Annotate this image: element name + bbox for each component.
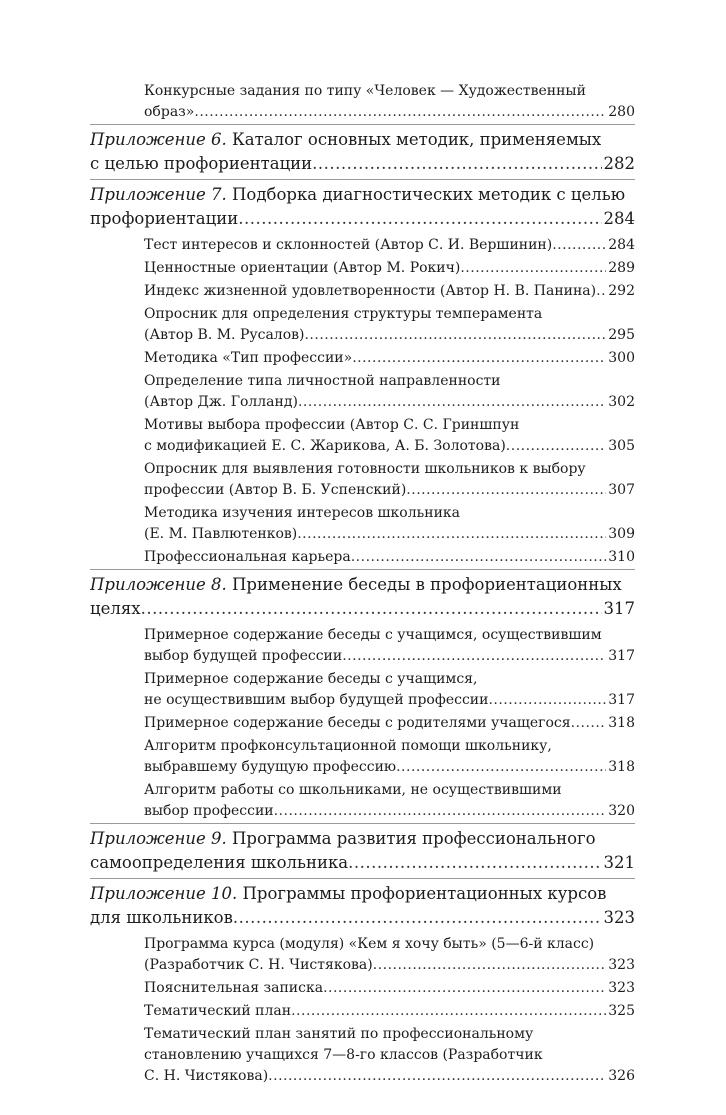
entry-title: выбор профессии: [144, 803, 274, 819]
page-number: 309: [608, 526, 635, 542]
entry-title: Программа курса (модуля) «Кем я хочу быть» (5—6-й класс): [144, 936, 595, 952]
entry-title-text: [144, 348, 352, 369]
dot-leader: [268, 1066, 606, 1087]
entry-line: [90, 573, 635, 597]
entry-last-line: [90, 851, 635, 875]
entry-title: Методика «Тип профессии»: [144, 350, 353, 366]
entry-title-text: [144, 102, 194, 123]
entry-last-line: [144, 690, 635, 711]
page-number: 323: [608, 957, 635, 973]
entry-title: для школьников: [90, 908, 233, 927]
dot-leader: [396, 757, 606, 778]
dot-leader: [194, 102, 606, 123]
entry-title-text: [144, 547, 351, 568]
page-number: 326: [608, 1068, 635, 1084]
toc-entry[interactable]: [144, 280, 635, 303]
page-number: 284: [603, 209, 635, 228]
entry-title: с модификацией Е. С. Жарикова, А. Б. Золотова): [144, 438, 506, 454]
toc-entry[interactable]: [144, 779, 635, 823]
entry-line: [144, 669, 635, 690]
entry-title: С. Н. Чистякова): [144, 1068, 269, 1084]
page-number: 320: [608, 803, 635, 819]
page-number: 317: [608, 648, 635, 664]
entry-title: Алгоритм профконсультационной помощи школьнику,: [144, 738, 552, 754]
entry-title: Подборка диагностических методик с целью: [226, 185, 626, 204]
entry-title: выбравшему будущую профессию: [144, 759, 397, 775]
entry-last-line: [144, 436, 635, 457]
toc-entry[interactable]: [144, 234, 635, 257]
page-number: 307: [608, 482, 635, 498]
page-number: 284: [608, 237, 635, 253]
entry-title-text: [90, 597, 141, 621]
toc-entry[interactable]: [144, 257, 635, 280]
toc-entry[interactable]: [144, 414, 635, 458]
page-number: 300: [608, 350, 635, 366]
entry-title: профессии (Автор В. Б. Успенский): [144, 482, 407, 498]
entry-title: выбор будущей профессии: [144, 648, 343, 664]
entry-line: [144, 371, 635, 392]
dot-leader: [298, 392, 606, 413]
entry-title: целях: [90, 599, 141, 618]
appendix-label: Приложение 7.: [90, 185, 227, 204]
entry-title: (Автор В. М. Русалов): [144, 327, 305, 343]
entry-last-line: [144, 392, 635, 413]
dot-leader: [596, 281, 606, 302]
entry-title-text: [144, 325, 304, 346]
entry-title: образ»: [144, 104, 195, 120]
appendix-label: Приложение 6.: [90, 130, 227, 149]
entry-title: профориентации: [90, 209, 239, 228]
entry-line: [144, 934, 635, 955]
entry-title: Примерное содержание беседы с родителями учащегося: [144, 715, 571, 731]
entry-title: (Разработчик С. Н. Чистякова): [144, 957, 373, 973]
entry-title: Определение типа личностной направленности: [144, 373, 501, 389]
entry-title: Профессиональная карьера: [144, 549, 351, 565]
page-number: 289: [608, 260, 635, 276]
page-number: 310: [608, 549, 635, 565]
toc-entry[interactable]: [144, 668, 635, 712]
entry-line: [90, 183, 635, 207]
page-number: 321: [603, 853, 635, 872]
entry-last-line: [144, 547, 635, 568]
entry-line: [144, 304, 635, 325]
entry-last-line: [144, 713, 635, 734]
dot-leader: [297, 524, 606, 545]
dot-leader: [238, 207, 601, 231]
entry-last-line: [144, 524, 635, 545]
entry-line: [144, 503, 635, 524]
entry-line: [144, 1024, 635, 1045]
dot-leader: [233, 906, 602, 930]
entry-title-text: [90, 152, 312, 176]
appendix-entry[interactable]: [90, 824, 635, 878]
entry-line: [144, 415, 635, 436]
appendix-label: Приложение 10.: [90, 884, 238, 903]
page-number: 317: [608, 692, 635, 708]
entry-title-text: [144, 281, 596, 302]
entry-title: Программа развития профессионального: [226, 829, 596, 848]
toc-entry[interactable]: [144, 977, 635, 1000]
table-of-contents: [90, 80, 635, 1088]
dot-leader: [352, 348, 606, 369]
dot-leader: [351, 547, 607, 568]
entry-last-line: [144, 325, 635, 346]
entry-line: [144, 459, 635, 480]
entry-last-line: [144, 646, 635, 667]
entry-title-text: [144, 801, 274, 822]
dot-leader: [141, 597, 602, 621]
entry-title-text: [144, 690, 488, 711]
page-number: 292: [608, 283, 635, 299]
entry-title: Каталог основных методик, применяемых: [226, 130, 602, 149]
toc-entry[interactable]: [144, 458, 635, 502]
page-number: 302: [608, 394, 635, 410]
toc-entry[interactable]: [144, 80, 635, 124]
entry-title: Методика изучения интересов школьника: [144, 505, 460, 521]
page-number: 323: [608, 980, 635, 996]
entry-last-line: [144, 1066, 635, 1087]
entry-last-line: [144, 348, 635, 369]
entry-title-text: [144, 392, 298, 413]
entry-title: Примерное содержание беседы с учащимся,: [144, 671, 478, 687]
entry-last-line: [90, 906, 635, 930]
entry-last-line: [144, 1001, 635, 1022]
entry-title-text: [90, 906, 233, 930]
page-number: 280: [608, 104, 635, 120]
entry-title-text: [144, 978, 323, 999]
dot-leader: [506, 436, 606, 457]
toc-entry[interactable]: [144, 347, 635, 370]
entry-title: становлению учащихся 7—8-го классов (Разработчик: [144, 1047, 543, 1063]
entry-last-line: [144, 757, 635, 778]
entry-line: [144, 81, 635, 102]
toc-entry[interactable]: [144, 1000, 635, 1023]
entry-line: [144, 736, 635, 757]
entry-title-text: [144, 235, 552, 256]
entry-title-text: [90, 207, 238, 231]
toc-entry[interactable]: [144, 712, 635, 735]
page-number: 318: [608, 759, 635, 775]
entry-last-line: [90, 152, 635, 176]
entry-title: Применение беседы в профориентационных: [226, 575, 622, 594]
entry-title: самоопределения школьника: [90, 853, 349, 872]
toc-entry[interactable]: [144, 303, 635, 347]
entry-title-text: [144, 713, 571, 734]
entry-last-line: [144, 258, 635, 279]
appendix-entry[interactable]: [90, 125, 635, 179]
dot-leader: [274, 801, 607, 822]
dot-leader: [488, 690, 606, 711]
dot-leader: [291, 1001, 606, 1022]
entry-last-line: [90, 597, 635, 621]
entry-title-text: [144, 258, 460, 279]
entry-title: Алгоритм работы со школьниками, не осуществившими: [144, 782, 562, 798]
entry-title-text: [144, 757, 396, 778]
dot-leader: [342, 646, 606, 667]
entry-title: Конкурсные задания по типу «Человек — Художественный: [144, 83, 586, 99]
entry-title: Тематический план занятий по профессиональному: [144, 1026, 534, 1042]
dot-leader: [406, 480, 606, 501]
entry-title: не осуществившим выбор будущей профессии: [144, 692, 489, 708]
entry-last-line: [144, 955, 635, 976]
dot-leader: [312, 152, 601, 176]
entry-title: Пояснительная записка: [144, 980, 324, 996]
entry-last-line: [144, 281, 635, 302]
dot-leader: [460, 258, 606, 279]
entry-title: Мотивы выбора профессии (Автор С. С. Гриншпун: [144, 417, 520, 433]
entry-last-line: [144, 978, 635, 999]
entry-title-text: [144, 436, 506, 457]
dot-leader: [571, 713, 607, 734]
toc-entry[interactable]: [144, 370, 635, 414]
entry-last-line: [144, 801, 635, 822]
entry-last-line: [144, 235, 635, 256]
entry-title-text: [144, 1001, 291, 1022]
appendix-entry[interactable]: [90, 180, 635, 234]
entry-line: [90, 882, 635, 906]
dot-leader: [323, 978, 606, 999]
toc-entry[interactable]: [144, 546, 635, 569]
entry-title: Индекс жизненной удовлетворенности (Автор Н. В. Панина): [144, 283, 597, 299]
toc-entry[interactable]: [144, 624, 635, 668]
entry-last-line: [144, 480, 635, 501]
entry-line: [90, 128, 635, 152]
entry-title: (Автор Дж. Голланд): [144, 394, 298, 410]
entry-title-text: [144, 1066, 268, 1087]
page-number: 282: [603, 154, 635, 173]
entry-title-text: [144, 646, 342, 667]
entry-title: Ценностные ориентации (Автор М. Рокич): [144, 260, 461, 276]
dot-leader: [304, 325, 606, 346]
toc-entry[interactable]: [144, 502, 635, 546]
appendix-label: Приложение 9.: [90, 829, 227, 848]
entry-title: Тест интересов и склонностей (Автор С. И. Вершинин): [144, 237, 553, 253]
toc-entry[interactable]: [144, 735, 635, 779]
appendix-entry[interactable]: [90, 570, 635, 624]
page-number: 305: [608, 438, 635, 454]
entry-line: [90, 827, 635, 851]
dot-leader: [552, 235, 606, 256]
entry-title: Опросник для определения структуры темперамента: [144, 306, 543, 322]
entry-line: [144, 780, 635, 801]
toc-entry[interactable]: [144, 933, 635, 977]
entry-last-line: [90, 207, 635, 231]
entry-title: Примерное содержание беседы с учащимся, осуществившим: [144, 627, 602, 643]
page-number: 323: [603, 908, 635, 927]
entry-title-text: [144, 480, 406, 501]
entry-title: Программы профориентационных курсов: [237, 884, 607, 903]
entry-title-text: [144, 524, 297, 545]
page-number: 325: [608, 1003, 635, 1019]
entry-last-line: [144, 102, 635, 123]
appendix-label: Приложение 8.: [90, 575, 227, 594]
entry-title-text: [144, 955, 373, 976]
entry-title: Тематический план: [144, 1003, 292, 1019]
appendix-entry[interactable]: [90, 879, 635, 933]
entry-line: [144, 1045, 635, 1066]
page-number: 295: [608, 327, 635, 343]
entry-line: [144, 625, 635, 646]
dot-leader: [373, 955, 607, 976]
entry-title: (Е. М. Павлютенков): [144, 526, 298, 542]
toc-entry[interactable]: [144, 1023, 635, 1088]
entry-title: Опросник для выявления готовности школьников к выбору: [144, 461, 586, 477]
entry-title-text: [90, 851, 348, 875]
page-number: 317: [603, 599, 635, 618]
entry-title: с целью профориентации: [90, 154, 313, 173]
dot-leader: [348, 851, 601, 875]
page-number: 318: [608, 715, 635, 731]
